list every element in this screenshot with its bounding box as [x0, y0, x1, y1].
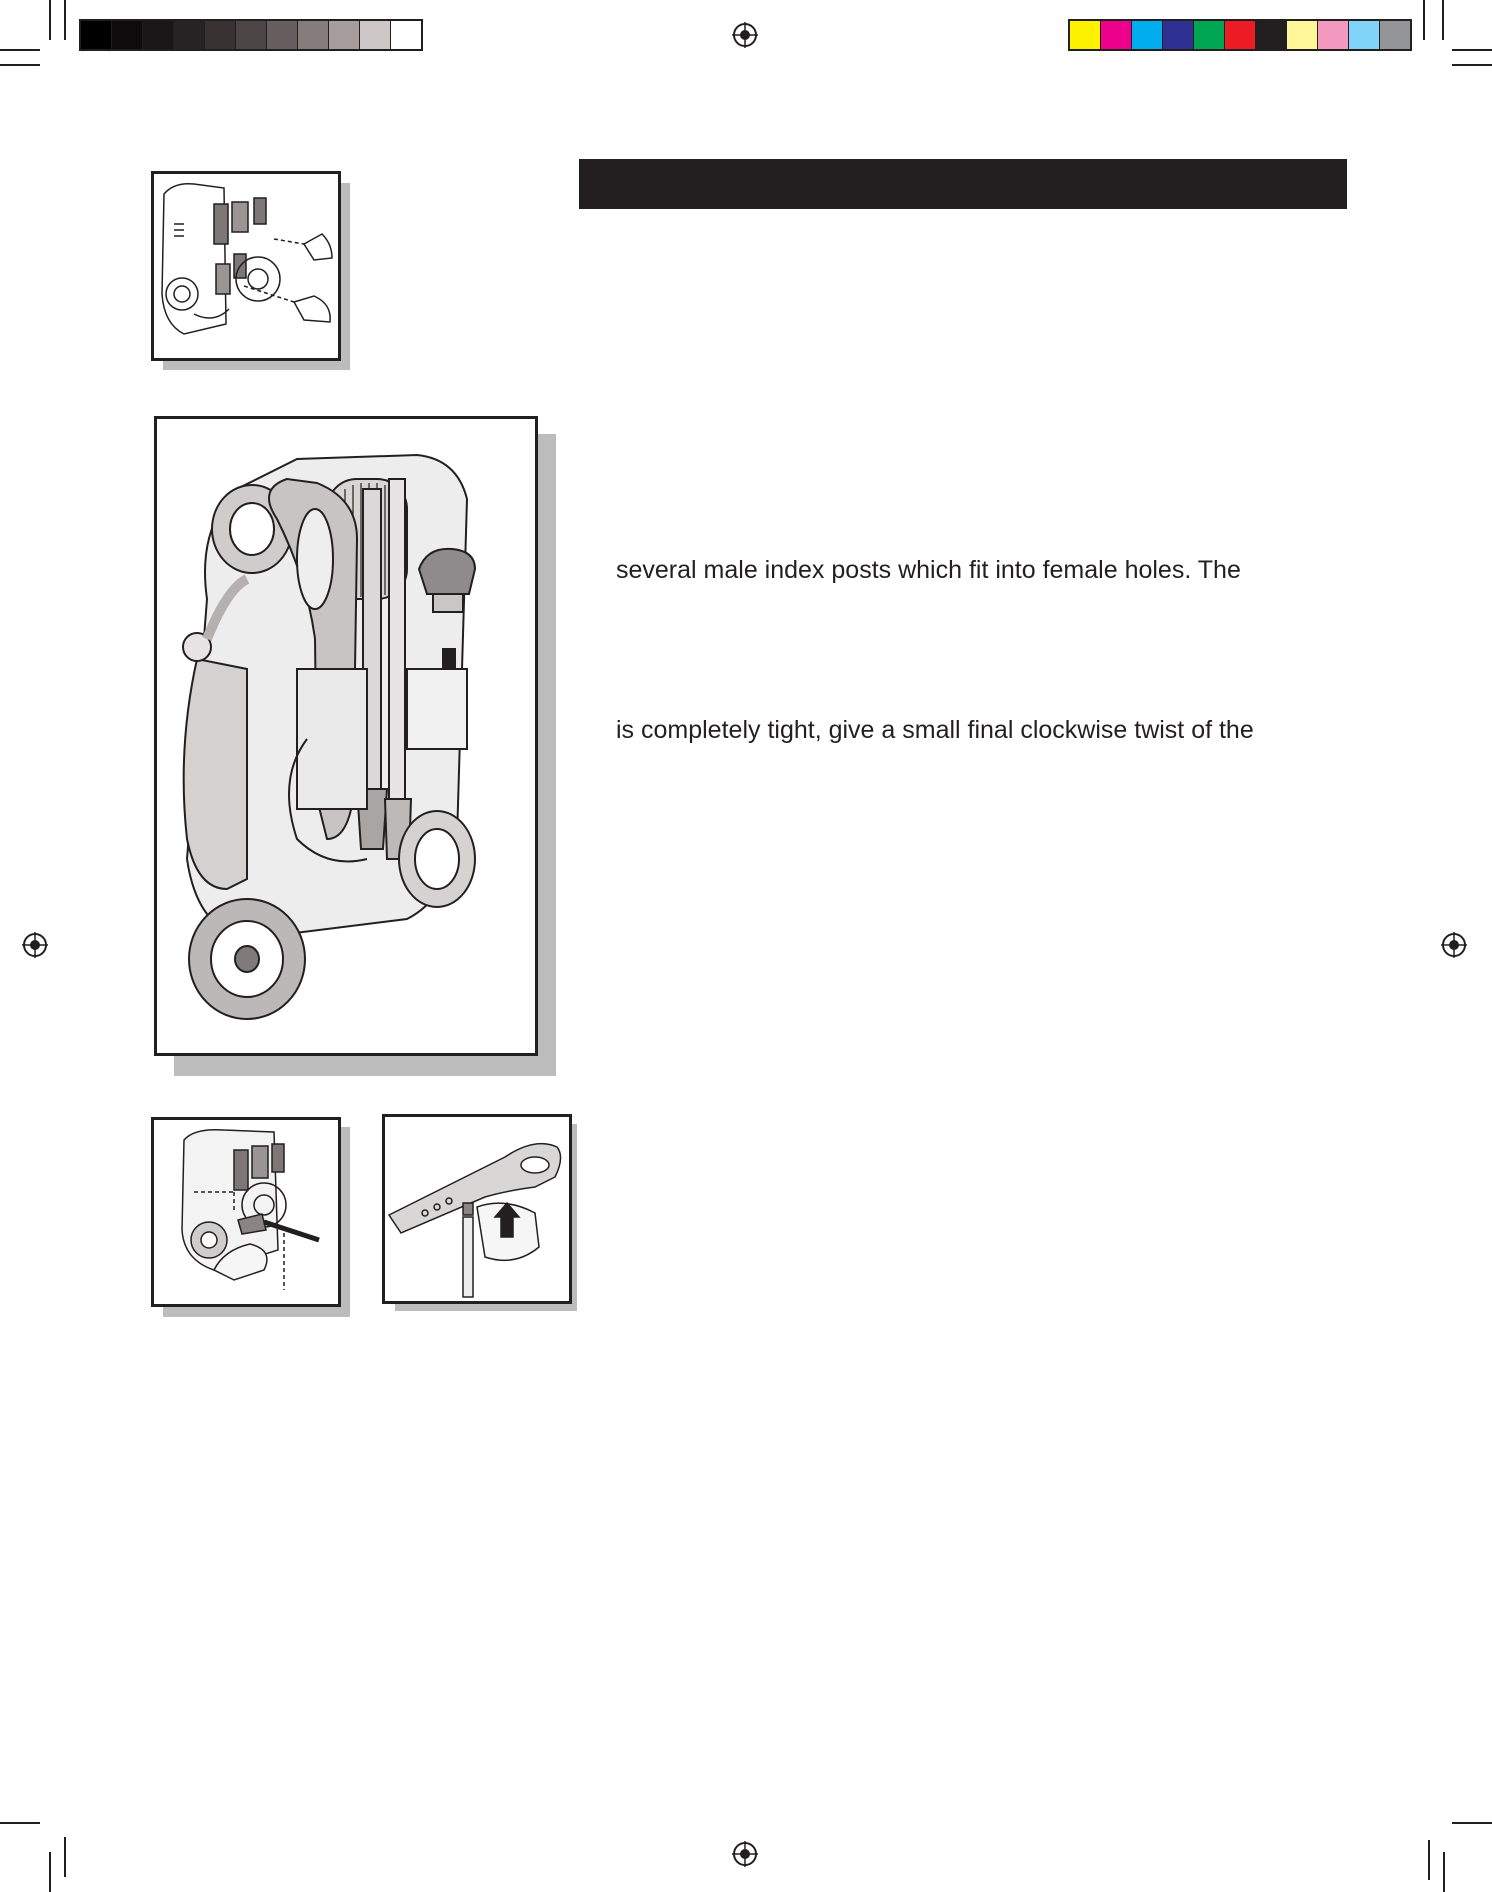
color-swatch: [298, 21, 329, 49]
color-swatch: [1318, 21, 1349, 49]
figure-storage-overview: [154, 416, 538, 1056]
color-swatch: [1070, 21, 1101, 49]
registration-mark-icon: [22, 932, 48, 958]
color-swatch: [1132, 21, 1163, 49]
color-swatch: [1225, 21, 1256, 49]
color-swatch: [1101, 21, 1132, 49]
bracket-install-illustration: [154, 174, 338, 358]
color-swatch: [1194, 21, 1225, 49]
gun-lance-illustration: [385, 1117, 569, 1301]
color-swatch: [81, 21, 112, 49]
color-swatch: [174, 21, 205, 49]
figure-bracket-install: [151, 171, 341, 361]
color-swatch: [267, 21, 298, 49]
figure-hose-connection: [151, 1117, 341, 1307]
gray-ramp: [79, 19, 423, 51]
registration-mark-icon: [1441, 932, 1467, 958]
registration-mark-icon: [732, 22, 758, 48]
color-swatch: [360, 21, 391, 49]
color-swatch: [205, 21, 236, 49]
color-swatch: [236, 21, 267, 49]
color-swatch: [391, 21, 421, 49]
color-swatch: [1380, 21, 1410, 49]
color-bar: [1068, 19, 1412, 51]
color-swatch: [1256, 21, 1287, 49]
figure-gun-lance: [382, 1114, 572, 1304]
color-swatch: [1349, 21, 1380, 49]
storage-overview-illustration: [157, 419, 535, 1053]
color-swatch: [1163, 21, 1194, 49]
color-swatch: [1287, 21, 1318, 49]
section-header-bar: [579, 159, 1347, 209]
color-swatch: [112, 21, 143, 49]
hose-connection-illustration: [154, 1120, 338, 1304]
color-swatch: [143, 21, 174, 49]
registration-mark-icon: [732, 1841, 758, 1867]
body-text-line: several male index posts which fit into female holes. The: [616, 556, 1241, 584]
body-text-line: is completely tight, give a small final clockwise twist of the: [616, 716, 1254, 744]
color-swatch: [329, 21, 360, 49]
